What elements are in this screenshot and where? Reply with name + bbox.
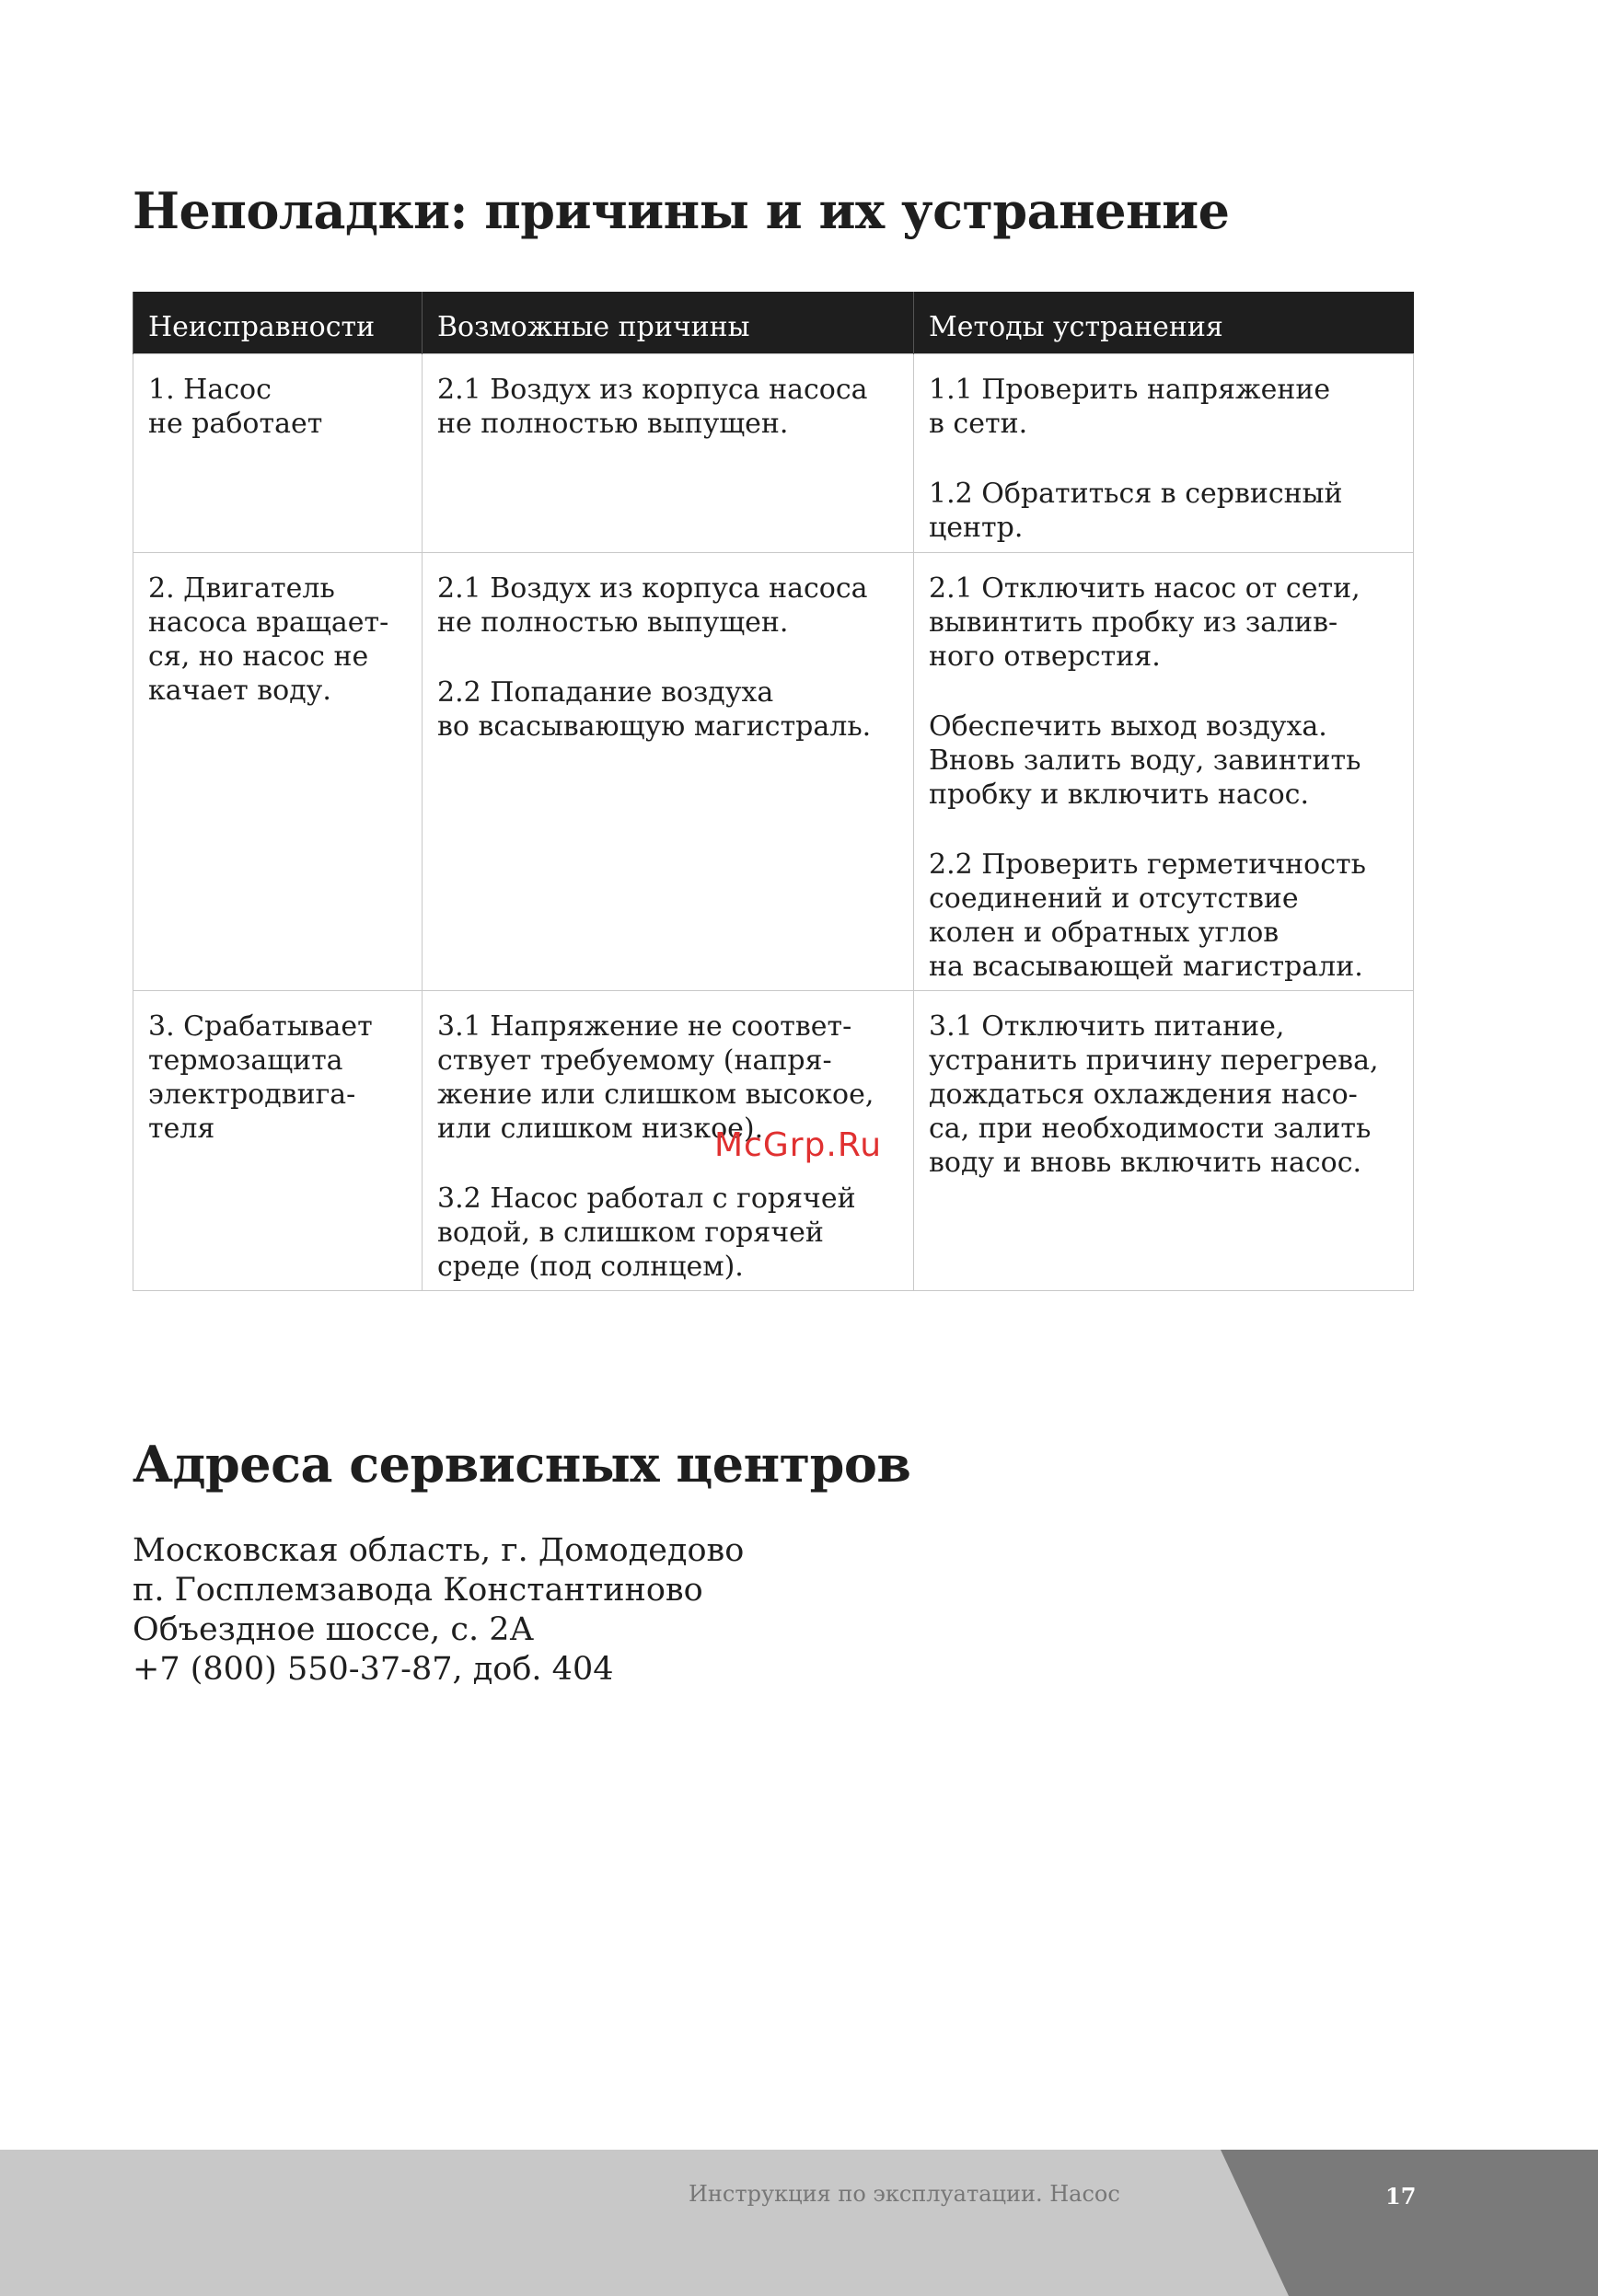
cause-text: 2.1 Воздух из корпуса насоса не полностью выпущен. — [437, 373, 868, 440]
fault-cell — [133, 353, 423, 552]
address-line: Объездное шоссе, с. 2А — [133, 1611, 535, 1648]
cause-text: 3.1 Напряжение не соответ- ствует требуемому (напря- жение или слишком высокое, или слишком низкое). — [437, 1010, 874, 1145]
fault-cell — [133, 552, 423, 990]
service-address — [133, 1531, 744, 1690]
fault-text: 3. Срабатывает термозащита электродвига- теля — [148, 1010, 373, 1145]
fix-text: Обеспечить выход воздуха. Вновь залить воду, завинтить пробку и включить насос. — [929, 710, 1361, 811]
fixes-cell — [914, 990, 1414, 1290]
column-header-causes: Возможные причины — [423, 292, 914, 353]
footer-dark-shape — [0, 2150, 1598, 2296]
fault-text: 1. Насос не работает — [148, 373, 323, 440]
address-line: п. Госплемзавода Константиново — [133, 1572, 703, 1609]
fix-text: 1.1 Проверить напряжение в сети. — [929, 373, 1331, 440]
fix-text: 2.2 Проверить герметичность соединений и отсутствие колен и обратных углов на всасывающей магистрали. — [929, 848, 1366, 983]
footer-document-title: Инструкция по эксплуатации. Насос — [689, 2181, 1120, 2207]
phone-line: +7 (800) 550-37-87, доб. 404 — [133, 1651, 614, 1688]
table-row — [133, 353, 1414, 552]
fault-cell — [133, 990, 423, 1290]
column-header-fixes: Методы устранения — [914, 292, 1414, 353]
fix-text: 1.2 Обратиться в сервисный центр. — [929, 477, 1343, 544]
column-header-faults: Неисправности — [133, 292, 423, 353]
fault-text: 2. Двигатель насоса вращает- ся, но насос не качает воду. — [148, 571, 389, 707]
cause-text: 3.2 Насос работал с горячей водой, в слишком горячей среде (под солнцем). — [437, 1182, 856, 1283]
fixes-cell — [914, 552, 1414, 990]
table-row — [133, 552, 1414, 990]
causes-cell — [423, 552, 914, 990]
page-number: 17 — [1385, 2183, 1417, 2209]
causes-cell — [423, 353, 914, 552]
service-centers-title: Адреса сервисных центров — [133, 1435, 911, 1494]
table-header-row — [133, 292, 1414, 353]
cause-text: 2.1 Воздух из корпуса насоса не полностью выпущен. — [437, 571, 868, 639]
cause-text: 2.2 Попадание воздуха во всасывающую магистраль. — [437, 675, 872, 743]
fix-text: 3.1 Отключить питание, устранить причину перегрева, дождаться охлаждения насо- са, при необходимости залить воду и вновь включить насос. — [929, 1010, 1379, 1179]
fix-text: 2.1 Отключить насос от сети, вывинтить пробку из залив- ного отверстия. — [929, 571, 1361, 673]
page-title: Неполадки: причины и их устранение — [133, 181, 1230, 240]
page-footer — [0, 2150, 1598, 2296]
fixes-cell — [914, 353, 1414, 552]
address-line: Московская область, г. Домодедово — [133, 1532, 745, 1569]
watermark: McGrp.Ru — [714, 1126, 883, 1164]
